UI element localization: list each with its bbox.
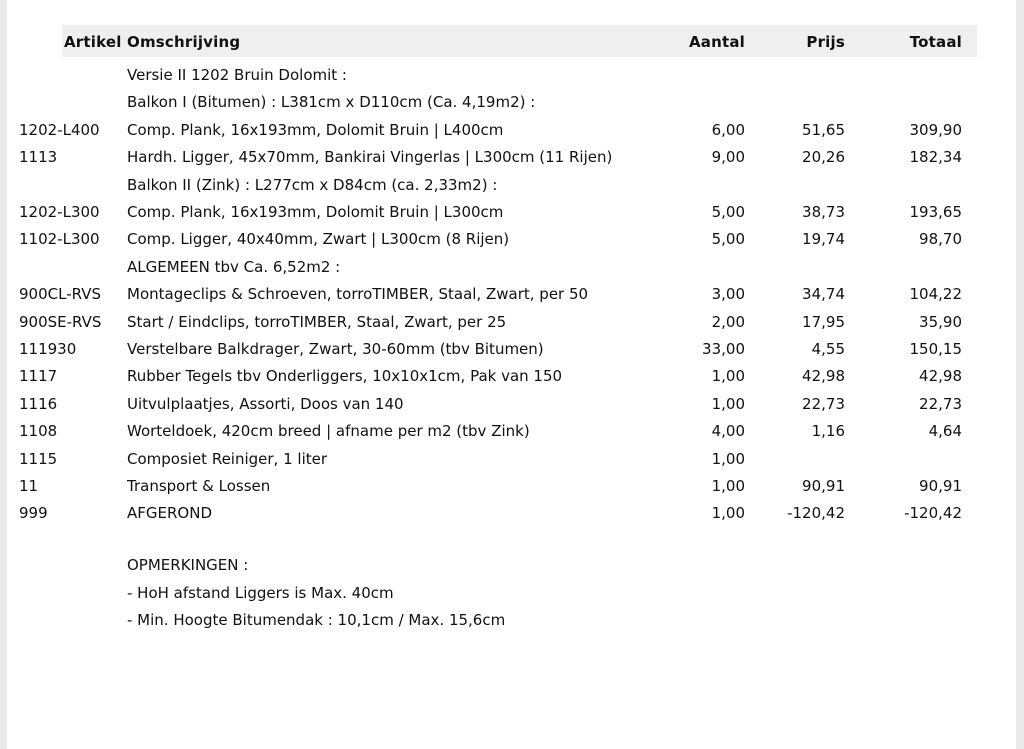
cell-totaal: 182,34 [909, 148, 962, 167]
cell-omschrijving: ALGEMEEN tbv Ca. 6,52m2 : [127, 257, 341, 276]
cell-prijs: 38,73 [802, 203, 845, 221]
cell-aantal: 5,00 [711, 203, 745, 221]
cell-totaal: 150,15 [909, 340, 962, 358]
table-row [7, 226, 1016, 253]
cell-aantal: 4,00 [711, 422, 745, 441]
cell-totaal: 104,22 [909, 285, 962, 304]
table-row [7, 144, 1016, 171]
cell-omschrijving: AFGEROND [127, 504, 212, 523]
document-page [7, 0, 1016, 749]
table-row [7, 281, 1016, 308]
cell-omschrijving: Verstelbare Balkdrager, Zwart, 30-60mm (tbv Bitumen) [127, 340, 544, 358]
cell-aantal: 1,00 [711, 477, 745, 495]
table-row [7, 446, 1016, 473]
cell-artikel: 1115 [19, 449, 58, 468]
cell-artikel: 1202-L300 [19, 203, 100, 221]
cell-omschrijving: Balkon II (Zink) : L277cm x D84cm (ca. 2,33m2) : [127, 175, 498, 194]
cell-artikel: 1113 [19, 148, 58, 167]
cell-prijs: 19,74 [802, 230, 845, 249]
header-artikel: Artikel [64, 33, 122, 51]
cell-omschrijving: Versie II 1202 Bruin Dolomit : [127, 66, 347, 84]
table-row [7, 199, 1016, 226]
cell-aantal: 9,00 [711, 148, 745, 167]
cell-omschrijving: Rubber Tegels tbv Onderliggers, 10x10x1cm, Pak van 150 [127, 367, 563, 386]
cell-omschrijving: Start / Eindclips, torroTIMBER, Staal, Zwart, per 25 [127, 312, 507, 331]
cell-artikel: 1108 [19, 422, 58, 441]
notes-line-2: - Min. Hoogte Bitumendak : 10,1cm / Max. 15,6cm [127, 611, 506, 629]
cell-prijs: 51,65 [802, 120, 845, 139]
cell-totaal: 98,70 [919, 230, 962, 249]
cell-prijs: 42,98 [802, 367, 845, 386]
cell-omschrijving: Comp. Plank, 16x193mm, Dolomit Bruin | L400cm [127, 120, 504, 139]
cell-prijs: 34,74 [802, 285, 845, 304]
table-row [7, 89, 1016, 116]
cell-omschrijving: Comp. Plank, 16x193mm, Dolomit Bruin | L300cm [127, 203, 504, 221]
table-row [7, 62, 1016, 89]
table-row [7, 309, 1016, 336]
cell-artikel: 111930 [19, 340, 77, 358]
table-row [7, 363, 1016, 390]
cell-aantal: 5,00 [711, 230, 745, 249]
table-row [7, 418, 1016, 445]
cell-omschrijving: Hardh. Ligger, 45x70mm, Bankirai Vingerlas | L300cm (11 Rijen) [127, 148, 613, 167]
table-row [7, 473, 1016, 500]
cell-artikel: 1117 [19, 367, 58, 386]
cell-artikel: 900SE-RVS [19, 312, 102, 331]
cell-aantal: 1,00 [711, 367, 745, 386]
notes-line-1: - HoH afstand Liggers is Max. 40cm [127, 584, 394, 602]
table-row [7, 117, 1016, 144]
cell-prijs: 20,26 [802, 148, 845, 167]
header-totaal: Totaal [909, 33, 962, 51]
cell-prijs: 1,16 [811, 422, 845, 441]
cell-omschrijving: Comp. Ligger, 40x40mm, Zwart | L300cm (8 Rijen) [127, 230, 510, 249]
cell-omschrijving: Transport & Lossen [127, 477, 271, 495]
cell-artikel: 1102-L300 [19, 230, 100, 249]
cell-prijs: 4,55 [811, 340, 845, 358]
cell-omschrijving: Balkon I (Bitumen) : L381cm x D110cm (Ca. 4,19m2) : [127, 93, 536, 112]
cell-totaal: 309,90 [909, 120, 962, 139]
cell-artikel: 1116 [19, 394, 58, 413]
table-row [7, 172, 1016, 199]
cell-omschrijving: Worteldoek, 420cm breed | afname per m2 (tbv Zink) [127, 422, 530, 441]
notes-title: OPMERKINGEN : [127, 556, 249, 574]
cell-artikel: 900CL-RVS [19, 285, 101, 304]
table-row [7, 254, 1016, 281]
header-omschrijving: Omschrijving [127, 33, 241, 51]
cell-totaal: 35,90 [919, 312, 962, 331]
cell-omschrijving: Uitvulplaatjes, Assorti, Doos van 140 [127, 394, 404, 413]
cell-aantal: 1,00 [711, 449, 745, 468]
cell-artikel: 11 [19, 477, 39, 495]
table-row [7, 500, 1016, 527]
header-prijs: Prijs [806, 33, 845, 51]
cell-totaal: 90,91 [919, 477, 962, 495]
table-row [7, 391, 1016, 418]
cell-prijs: 17,95 [802, 312, 845, 331]
cell-aantal: 33,00 [702, 340, 745, 358]
cell-totaal: 22,73 [919, 394, 962, 413]
cell-totaal: 42,98 [919, 367, 962, 386]
cell-artikel: 1202-L400 [19, 120, 100, 139]
cell-aantal: 3,00 [711, 285, 745, 304]
cell-aantal: 1,00 [711, 504, 745, 523]
cell-artikel: 999 [19, 504, 48, 523]
header-aantal: Aantal [688, 33, 745, 51]
cell-totaal: -120,42 [904, 504, 962, 523]
cell-totaal: 4,64 [928, 422, 962, 441]
cell-totaal: 193,65 [909, 203, 962, 221]
cell-prijs: 22,73 [802, 394, 845, 413]
table-row [7, 336, 1016, 363]
cell-prijs: 90,91 [802, 477, 845, 495]
cell-prijs: -120,42 [787, 504, 845, 523]
cell-omschrijving: Montageclips & Schroeven, torroTIMBER, Staal, Zwart, per 50 [127, 285, 589, 304]
cell-omschrijving: Composiet Reiniger, 1 liter [127, 449, 328, 468]
cell-aantal: 2,00 [711, 312, 745, 331]
cell-aantal: 6,00 [711, 120, 745, 139]
cell-aantal: 1,00 [711, 394, 745, 413]
